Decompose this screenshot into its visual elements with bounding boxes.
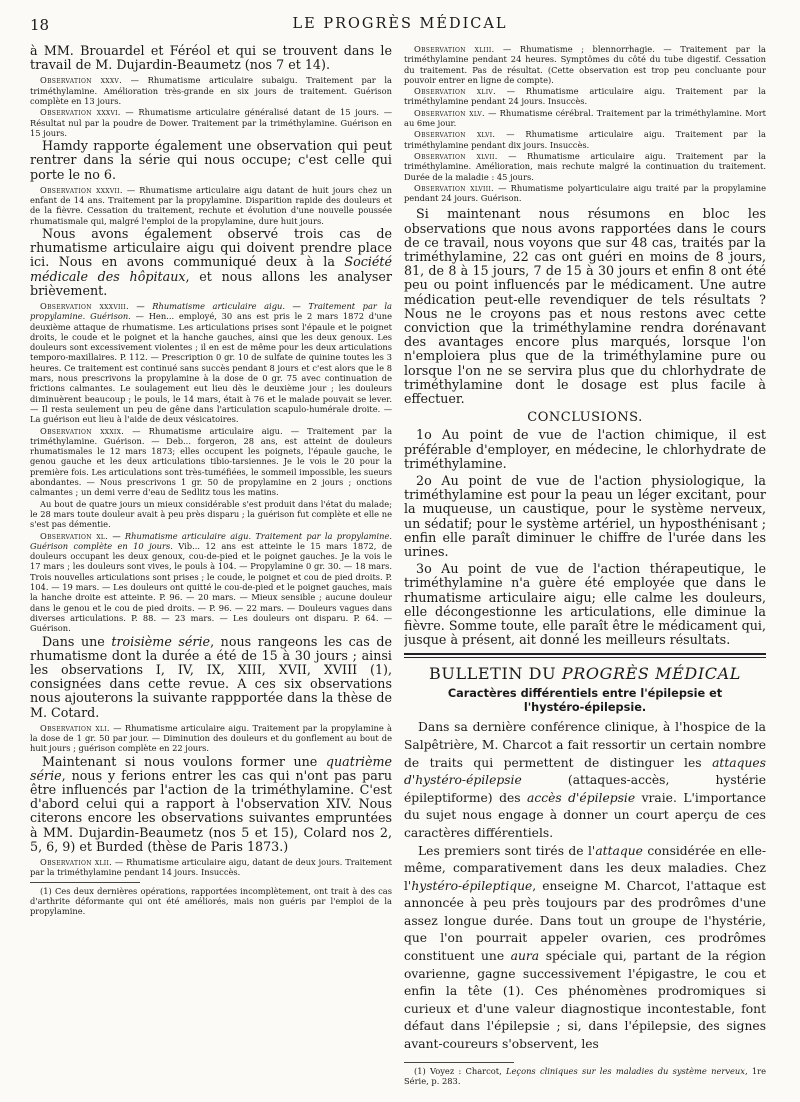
observation-label: Observation xlvii.	[414, 150, 498, 161]
conclusion-2: 2o Au point de vue de l'action physiologique, la triméthylamine est pour la peau un léger excitant, pour la muqueuse, un caustique, pour le système nerveux, un sédatif; pour le système artériel, un hyposthénisant ; enfin elle paraît diminuer le chiffre de l'urée dans les urines.	[404, 472, 766, 559]
observation-label: Observation xxxv.	[40, 75, 123, 86]
conclusion-1: 1o Au point de vue de l'action chimique, il est préférable d'employer, en médecine, le chlorhydrate de triméthylamine.	[404, 427, 766, 471]
observation-43: Observation xliii. — Rhumatisme ; blennorrhagie. — Traitement par la triméthylamine pendant 24 heures. Symptômes du côté du tube digestif. Cessation du traitement. Pas de résultat. (Cette observation est trop peu concluante pour pouvoir entrer en ligne de compte).	[404, 44, 766, 85]
observation-48: Observation xlviii. — Rhumatisme polyarticulaire aigu traité par la propylamine pendant 24 jours. Guérison.	[404, 182, 766, 204]
observation-label: Observation xliv.	[414, 86, 496, 97]
observation-36: Observation xxxvi. — Rhumatisme articulaire généralisé datant de 15 jours. — Résultat nul par la poudre de Dower. Traitement par la triméthylamine. Guérison en 15 jours.	[30, 107, 392, 138]
observation-47: Observation xlvii. — Rhumatisme articulaire aigu. Traitement par la triméthylamine. Amélioration, mais rechute malgré la continuation du traitement. Durée de la maladie : 45 jours.	[404, 150, 766, 182]
footnote-rule	[30, 882, 140, 883]
observation-label: Observation xlvi.	[414, 129, 496, 140]
observation-44: Observation xliv. — Rhumatisme articulaire aigu. Traitement par la triméthylamine pendant 24 jours. Insuccès.	[404, 86, 766, 107]
observation-label: Observation xxxvi.	[40, 107, 121, 118]
observation-37: Observation xxxvii. — Rhumatisme articulaire aigu datant de huit jours chez un enfant de 14 ans. Traitement par la propylamine. Disparition rapide des douleurs et de la fièvre. Cessation du traitement, rechute et évolution d'une nouvelle poussée rhumatismale qui, malgré l'emploi de la propylamine, dure huit jours.	[30, 184, 392, 226]
paragraph: Maintenant si nous voulons former une quatrième série, nous y ferions entrer les cas qui n'ont pas paru être influencés par l'action de la triméthylamine. C'est d'abord celui qui a rapport à l'observation XIV. Nous citerons encore les observations suivantes empruntées à MM. Dujardin-Beaumetz (nos 5 et 15), Colard nos 2, 5, 6, 9) et Burded (thèse de Paris 1873.)	[30, 753, 392, 854]
left-column	[30, 44, 392, 1064]
observation-label: Observation xli.	[40, 722, 110, 733]
observation-39: Observation xxxix. — Rhumatisme articulaire aigu. — Traitement par la triméthylamine. Guérison. — Deb... forgeron, 28 ans, est atteint de douleurs rhumatismales le 12 mars 1873; elles occupent les poignets, l'épaule gauche, le genou gauche et les deux articulations tibio-tarsiennes. Je le vois le 20 pour la première fois. Les articulations sont très-tuméfiées, le sommeil impossible, les sueurs abondantes. — Nous prescrivons 1 gr. 50 de propylamine en 2 jours ; onctions calmantes ; un demi verre d'eau de Sedlitz tous les matins.	[30, 425, 392, 498]
observation-label: Observation xlv.	[414, 107, 485, 118]
journal-title: LE PROGRÈS MÉDICAL	[292, 16, 508, 32]
conclusions-heading: CONCLUSIONS.	[527, 410, 643, 426]
observation-label: Observation xliii.	[414, 44, 495, 54]
article-title: Caractères différentiels entre l'épilepsie et l'hystéro-épilepsie.	[447, 687, 723, 715]
observation-42: Observation xlii. — Rhumatisme articulaire aigu, datant de deux jours. Traitement par la triméthylamine pendant 14 jours. Insuccès.	[30, 857, 392, 878]
observation-label: Observation xlii.	[40, 857, 113, 868]
bulletin-heading: BULLETIN DU PROGRÈS MÉDICAL	[429, 664, 741, 684]
observation-38: Observation xxxviii. — Rhumatisme articulaire aigu. — Traitement par la propylamine. Guérison. — Hen... employé, 30 ans est pris le 2 mars 1872 d'une deuxième attaque de rhumatisme. Les articulations prises sont l'épaule et le poignet droits, le coude et le poignet et la hanche gauches, ainsi que les deux genoux. Les douleurs sont excessivement violentes ; il en est de même pour les deux articulations temporo-maxillaires. P. 112. — Prescription 0 gr. 10 de sulfate de quinine toutes les 3 heures. Ce traitement est continué sans succès pendant 8 jours et c'est alors que le 8 mars, nous prescrivons la propylamine à la dose de 0 gr. 75 avec continuation de frictions calmantes. Le soulagement eut lieu dès le deuxième jour ; les douleurs diminuèrent beaucoup ; le pouls, le 14 mars, était à 76 et le malade pouvait se lever. — Il resta seulement un peu de gêne dans l'articulation scapulo-humérale droite. — La guérison eut lieu à l'aide de deux vésicatoires.	[30, 301, 392, 425]
page-number: 18	[30, 16, 50, 34]
right-column	[404, 44, 766, 1094]
paragraph: à MM. Brouardel et Féréol et qui se trouvent dans le travail de M. Dujardin-Beaumetz (nos 7 et 14).	[30, 44, 392, 73]
paragraph: Dans une troisième série, nous rangeons les cas de rhumatisme dont la durée a été de 15 à 30 jours ; ainsi les observations I, IV, IX, XIII, XVII, XVIII (1), consignées dans cette revue. A ces six observations nous ajouterons la suivante rappportée dans la thèse de M. Cotard.	[30, 633, 392, 720]
observation-label: Observation xxxviii.	[40, 301, 129, 311]
observation-label: Observation xxxix.	[40, 425, 125, 436]
footnote: (1) Ces deux dernières opérations, rapportées incomplètement, ont trait à des cas d'arthrite déformante qui ont été améliorés, mais non guéris par l'emploi de la propylamine.	[30, 885, 392, 917]
paragraph: Si maintenant nous résumons en bloc les observations que nous avons rapportées dans le cours de ce travail, nous voyons que sur 48 cas, traités par la triméthylamine, 22 cas ont guéri en moins de 8 jours, 81, de 8 à 15 jours, 7 de 15 à 30 jours et enfin 8 ont été peu ou point influencés par le médicament. Une autre médication peut-elle revendiquer de tels résultats ? Nous ne le croyons pas et nous restons avec cette conviction que la triméthylamine rendra dorénavant des avantages encore plus marqués, lorsque l'on n'emploiera plus que de la triméthylamine pure ou lorsque l'on ne se servira plus que du chlorhydrate de triméthylamine dont le dosage est plus facile à effectuer.	[404, 206, 766, 407]
paragraph: Hamdy rapporte également une observation qui peut rentrer dans la série qui nous occupe; c'est celle qui porte le no 6.	[30, 138, 392, 182]
footnote: (1) Voyez : Charcot, Leçons cliniques sur les maladies du système nerveux, 1re Série, p. 283.	[404, 1065, 766, 1086]
observation-46: Observation xlvi. — Rhumatisme articulaire aigu. Traitement par la triméthylamine pendant dix jours. Insuccès.	[404, 129, 766, 150]
section-rule	[404, 653, 766, 658]
observation-45: Observation xlv. — Rhumatisme cérébral. Traitement par la triméthylamine. Mort au 6me jour.	[404, 107, 766, 129]
paragraph: Les premiers sont tirés de l'attaque considérée en elle-même, comparativement dans les deux maladies. Chez l'hystéro-épileptique, enseigne M. Charcot, l'attaque est annoncée à peu près toujours par des prodrômes d'une assez longue durée. Dans tout un groupe de l'hystérie, que l'on pourrait appeler ovarien, ces prodrômes constituent une aura spéciale qui, partant de la région ovarienne, gagne successivement l'épigastre, le cou et enfin la tête (1). Ces phénomènes prodromiques si curieux et d'une valeur diagnostique incontestable, font défaut dans l'épilepsie ; si, dans l'épilepsie, des signes avant-coureurs s'observent, les	[404, 843, 766, 1052]
observation-39-continued: Au bout de quatre jours un mieux considérable s'est produit dans l'état du malade; le 28 mars toute douleur avait à peu près disparu ; la guérison fut complète et elle ne s'est pas démentie.	[30, 498, 392, 530]
paragraph: Dans sa dernière conférence clinique, à l'hospice de la Salpêtrière, M. Charcot a fait ressortir un certain nombre de traits qui permettent de distinguer les attaques d'hystéro-épilepsie (attaques-accès, hystérie épileptiforme) des accès d'épilepsie vraie. L'importance du sujet nous engage à donner un court aperçu de ces caractères différentiels.	[404, 720, 766, 840]
paragraph: Nous avons également observé trois cas de rhumatisme articulaire aigu qui doivent prendre place ici. Nous en avons communiqué deux à la Société médicale des hôpitaux, et nous allons les analyser brièvement.	[30, 225, 392, 298]
page-header	[30, 14, 770, 36]
observation-35: Observation xxxv. — Rhumatisme articulaire subaigu. Traitement par la triméthylamine. Amélioration très-grande en six jours de traitement. Guérison complète en 13 jours.	[30, 75, 392, 106]
footnote-rule	[404, 1062, 514, 1063]
conclusion-3: 3o Au point de vue de l'action thérapeutique, le triméthylamine n'a guère été employée que dans le rhumatisme articulaire aigu; elle calme les douleurs, elle décongestionne les articulations, elle diminue la fièvre. Somme toute, elle paraît être le médicament qui, jusque à présent, ait donné les meilleurs résultats.	[404, 561, 766, 648]
observation-label: Observation xxxvii.	[40, 184, 123, 195]
observation-label: Observation xl.	[40, 530, 109, 541]
observation-label: Observation xlviii.	[414, 182, 494, 193]
observation-40: Observation xl. — Rhumatisme articulaire aigu. Traitement par la propylamine. Guérison complète en 10 jours. Vib... 12 ans est atteinte le 15 mars 1872, de douleurs occupant les deux genoux, cou-de-pied et le poignet gauches. Je la vois le 17 mars ; les douleurs sont vives, le pouls à 104. — Propylamine 0 gr. 30. — 18 mars. Trois nouvelles articulations sont prises ; le coude, le poignet et cou de pied droits. P. 104. — 19 mars. — Les douleurs ont quitté le cou-de-pied et le poignet gauches, mais la hanche droite est atteinte. P. 96. — 20 mars. — Mieux sensible ; aucune douleur dans le genou et le cou de pied droits. — P. 96. — 22 mars. — Douleurs vagues dans diverses articulations. P. 88. — 23 mars. — Les douleurs ont disparu. P. 64. — Guérison.	[30, 530, 392, 634]
observation-41: Observation xli. — Rhumatisme articulaire aigu. Traitement par la propylamine à la dose de 1 gr. 50 par jour. — Diminution des douleurs et du gonflement au bout de huit jours ; guérison complète en 22 jours.	[30, 722, 392, 754]
